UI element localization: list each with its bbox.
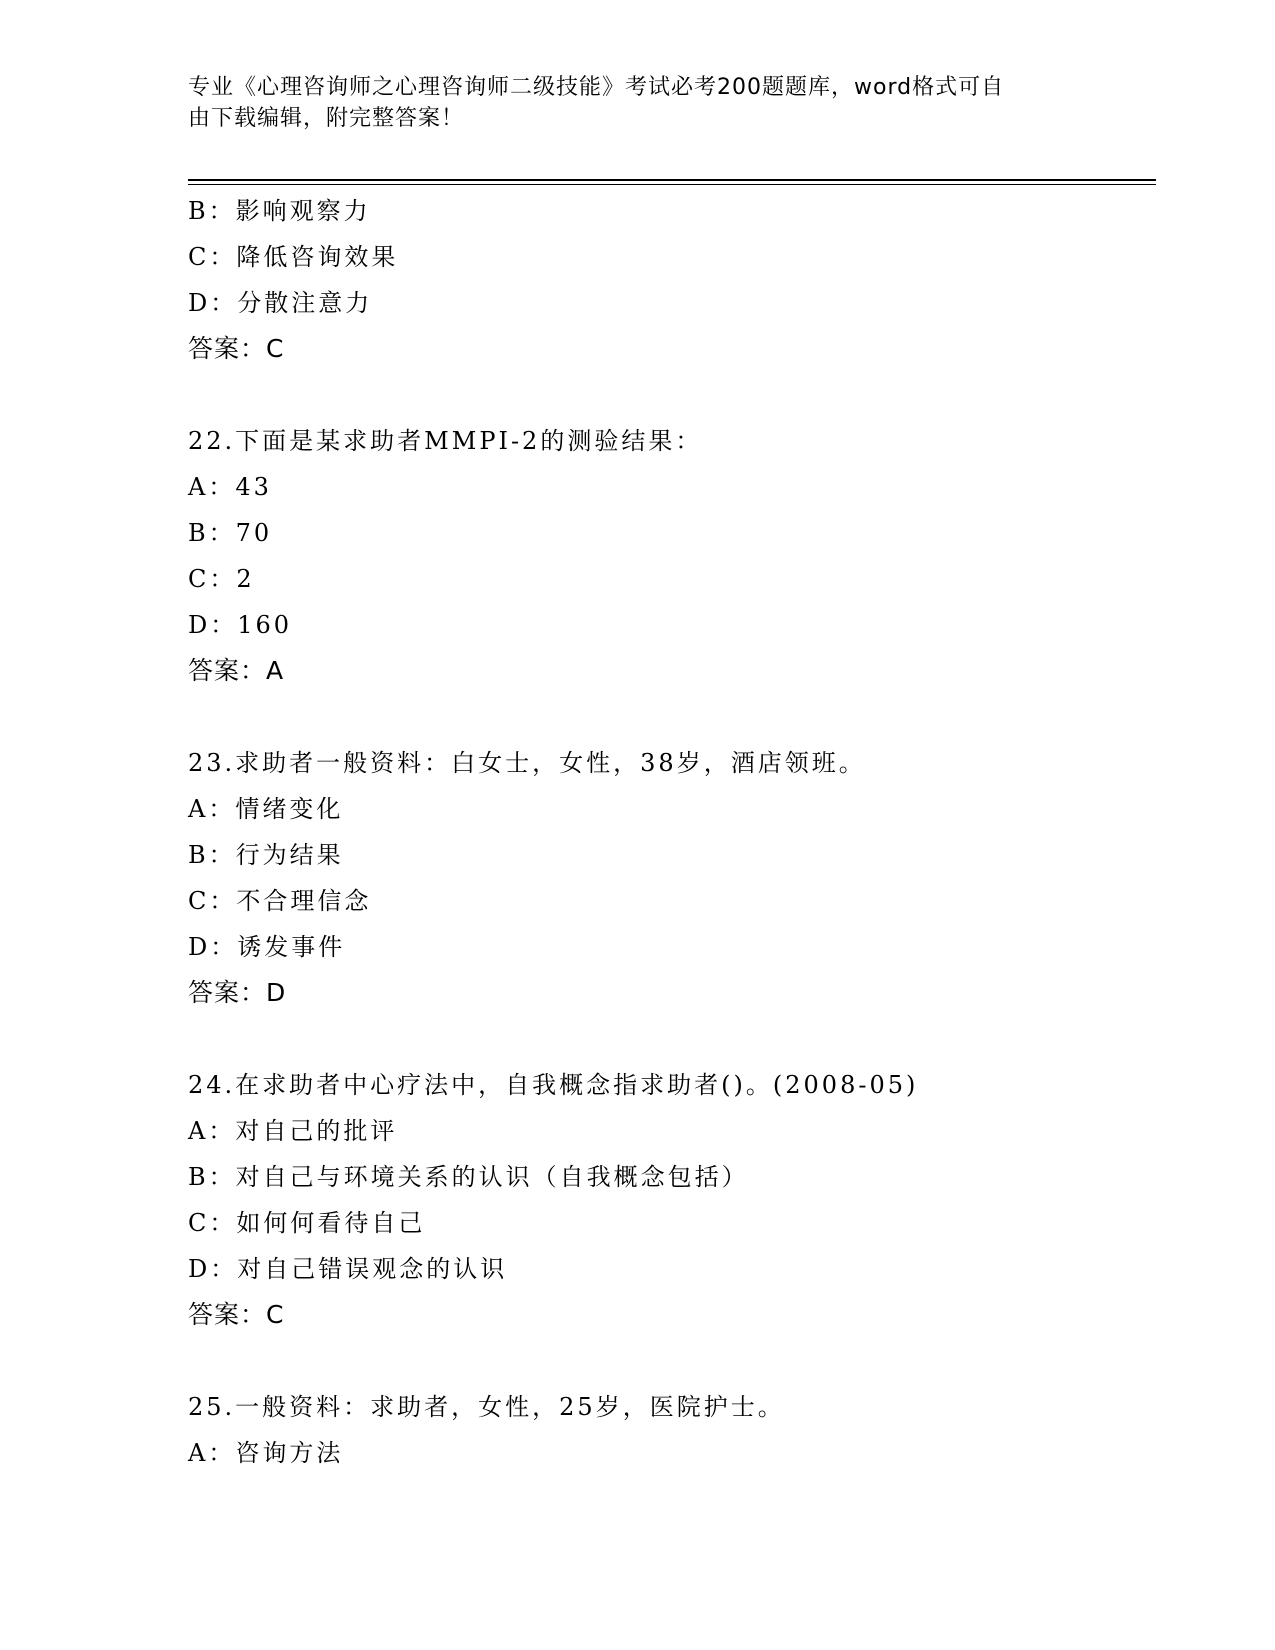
header-divider-thick [188,179,1156,181]
question-stem: 22.下面是某求助者MMPI-2的测验结果： [188,427,703,455]
carryover-block [188,188,1156,372]
question-list [188,188,1156,1476]
header-line-2: 由下载编辑，附完整答案！ [188,106,465,131]
header-divider-thin [188,184,1156,185]
question-stem: 25.一般资料：求助者，女性，25岁，医院护士。 [188,1393,785,1421]
option-a: A：对自己的批评 [188,1117,398,1145]
question-24 [188,1062,1156,1338]
document-header [188,72,1088,134]
option-b: B：70 [188,519,273,547]
option-d: D：诱发事件 [188,933,346,961]
header-line-1: 专业《心理咨询师之心理咨询师二级技能》考试必考200题题库，word格式可自 [188,75,1005,100]
spacer [188,372,1156,418]
answer-line: 答案：C [188,1300,285,1329]
option-b: B：影响观察力 [188,197,371,225]
option-c: C：2 [188,565,255,593]
option-d: D：对自己错误观念的认识 [188,1255,508,1283]
option-a: A：43 [188,473,272,501]
option-b: B：行为结果 [188,841,344,869]
answer-line: 答案：A [188,656,285,685]
option-c: C：不合理信念 [188,887,372,915]
question-stem: 24.在求助者中心疗法中，自我概念指求助者()。(2008-05) [188,1071,919,1099]
spacer [188,1338,1156,1384]
question-22 [188,418,1156,694]
spacer [188,694,1156,740]
question-23 [188,740,1156,1016]
option-b: B：对自己与环境关系的认识（自我概念包括） [188,1163,749,1191]
spacer [188,1016,1156,1062]
answer-line: 答案：D [188,978,287,1007]
option-c: C：如何何看待自己 [188,1209,426,1237]
option-a: A：情绪变化 [188,795,344,823]
answer-line: 答案：C [188,334,285,363]
option-d: D：分散注意力 [188,289,373,317]
option-a: A：咨询方法 [188,1439,344,1467]
question-stem: 23.求助者一般资料：白女士，女性，38岁，酒店领班。 [188,749,866,777]
question-25 [188,1384,1156,1476]
option-c: C：降低咨询效果 [188,243,399,271]
option-d: D：160 [188,611,293,639]
